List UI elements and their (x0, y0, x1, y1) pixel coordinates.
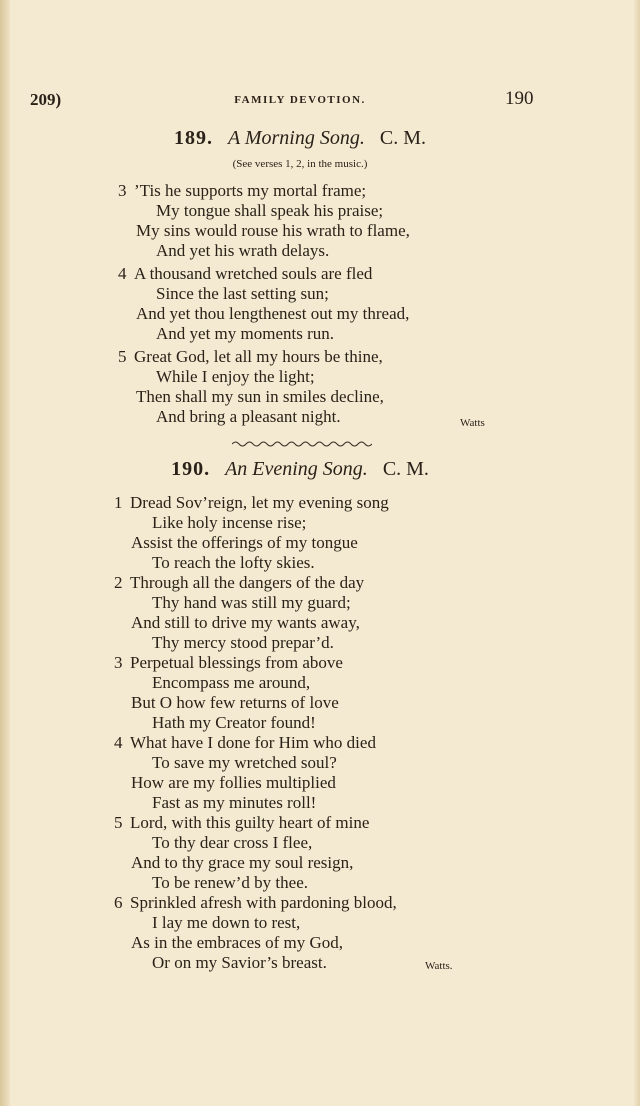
verse-line: Encompass me around, (152, 673, 311, 692)
verse-line: To save my wretched soul? (152, 753, 337, 772)
line-text: A thousand wretched souls are fled (134, 264, 373, 283)
verse-number: 3 (114, 653, 123, 672)
verse-line: To be renew’d by thee. (152, 873, 308, 892)
line-text: Dread Sov’reign, let my evening song (130, 493, 389, 512)
verse-line: As in the embraces of my God, (131, 933, 343, 952)
line-text: Perpetual blessings from above (130, 653, 343, 672)
verse-line: Since the last setting sun; (156, 284, 329, 303)
verse-line: And bring a pleasant night. (156, 407, 341, 426)
verse-number: 1 (114, 493, 123, 512)
verse-line: And to thy grace my soul resign, (131, 853, 354, 872)
verse-line (114, 893, 397, 913)
line-text: What have I done for Him who died (130, 733, 376, 752)
verse-line (118, 264, 372, 284)
verse-line: Then shall my sun in smiles decline, (136, 387, 384, 406)
verse-number: 5 (118, 347, 127, 366)
verse-line: To thy dear cross I flee, (152, 833, 313, 852)
line-text: Through all the dangers of the day (130, 573, 365, 592)
verse-line: Thy mercy stood prepar’d. (152, 633, 334, 652)
hymn-meter: C. M. (382, 458, 429, 480)
hymn-title: A Morning Song. (228, 127, 365, 149)
verse-line: Thy hand was still my guard; (152, 593, 351, 612)
verse-line (118, 181, 366, 201)
verse-number: 4 (118, 264, 127, 283)
line-text: ’Tis he supports my mortal frame; (134, 181, 367, 200)
verse-number: 5 (114, 813, 123, 832)
verse-number: 6 (114, 893, 123, 912)
verse-line: To reach the lofty skies. (152, 553, 315, 572)
verse-line: Assist the offerings of my tongue (131, 533, 358, 552)
verse-number: 3 (118, 181, 127, 200)
verse-number: 2 (114, 573, 123, 592)
verse-line (118, 347, 383, 367)
verse-line (114, 653, 343, 673)
verse-line (114, 493, 389, 513)
line-text: Lord, with this guilty heart of mine (130, 813, 370, 832)
hymn-189-heading (0, 127, 600, 150)
wavy-divider-ornament (232, 440, 372, 448)
verse-line: My tongue shall speak his praise; (156, 201, 384, 220)
verse-line: While I enjoy the light; (156, 367, 315, 386)
verse-line (114, 733, 376, 753)
verse-line: How are my follies multiplied (131, 773, 336, 792)
verse-line (114, 813, 369, 833)
hymn-190-heading (0, 458, 600, 481)
verse-line: And yet his wrath delays. (156, 241, 330, 260)
verse-line: And yet my moments run. (156, 324, 335, 343)
verse-line (114, 573, 364, 593)
verse-line: And still to drive my wants away, (131, 613, 360, 632)
verse-number: 4 (114, 733, 123, 752)
hymn-number: 190. (171, 458, 211, 480)
verse-line: But O how few returns of love (131, 693, 339, 712)
verse-line: Hath my Creator found! (152, 713, 316, 732)
music-note: (See verses 1, 2, in the music.) (232, 158, 368, 170)
page-number: 190 (505, 88, 534, 109)
line-text: Sprinkled afresh with pardoning blood, (130, 893, 397, 912)
header-page-reference: 209) (30, 90, 62, 109)
verse-line: Fast as my minutes roll! (152, 793, 317, 812)
running-title: FAMILY DEVOTION. (234, 94, 366, 106)
hymn-author: Watts. (425, 960, 453, 972)
hymn-author: Watts (460, 417, 485, 429)
verse-line: Like holy incense rise; (152, 513, 307, 532)
line-text: Great God, let all my hours be thine, (134, 347, 383, 366)
verse-line: I lay me down to rest, (152, 913, 301, 932)
hymn-meter: C. M. (379, 127, 426, 149)
verse-line: Or on my Savior’s breast. (152, 953, 327, 972)
page-edge-shadow (634, 0, 640, 1106)
verse-line: And yet thou lengthenest out my thread, (136, 304, 410, 323)
hymn-title: An Evening Song. (225, 458, 368, 480)
verse-line: My sins would rouse his wrath to flame, (136, 221, 410, 240)
hymn-number: 189. (174, 127, 213, 149)
